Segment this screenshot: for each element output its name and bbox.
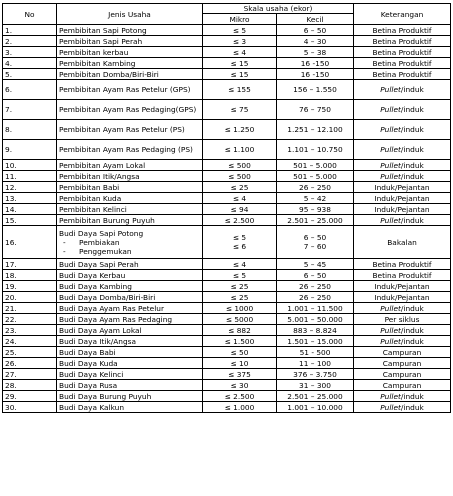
row-jenis: Budi Daya Itik/Angsa: [57, 336, 203, 347]
row-mikro: ≤ 500: [203, 171, 277, 182]
row-jenis: Budi Daya Babi: [57, 347, 203, 358]
row-no: 12.: [3, 182, 57, 193]
table-row: [3, 336, 451, 347]
row-kecil: 6 – 50 7 – 60: [277, 226, 354, 259]
table-row: [3, 140, 451, 160]
row-keterangan: Pullet/induk: [354, 140, 451, 160]
row-keterangan: Bakalan: [354, 226, 451, 259]
row-jenis: [57, 226, 203, 259]
row-mikro: ≤ 94: [203, 204, 277, 215]
row-kecil: 5 – 38: [277, 47, 354, 58]
row-no: 2.: [3, 36, 57, 47]
row-keterangan: Pullet/induk: [354, 402, 451, 413]
row-mikro: ≤ 1.500: [203, 336, 277, 347]
row-no: 17.: [3, 259, 57, 270]
row-kecil: 5 – 42: [277, 193, 354, 204]
row-keterangan: Pullet/induk: [354, 391, 451, 402]
row-keterangan: Per siklus: [354, 314, 451, 325]
row-mikro: ≤ 1.100: [203, 140, 277, 160]
row-jenis: Budi Daya Burung Puyuh: [57, 391, 203, 402]
row-jenis: Pembibitan Kuda: [57, 193, 203, 204]
table-row: [3, 281, 451, 292]
row-kecil: 2.501 – 25.000: [277, 215, 354, 226]
table-row: [3, 100, 451, 120]
row-jenis: Budi Daya Rusa: [57, 380, 203, 391]
row-kecil: 156 – 1.550: [277, 80, 354, 100]
row-keterangan: Pullet/induk: [354, 80, 451, 100]
row-keterangan: Betina Produktif: [354, 36, 451, 47]
row-jenis: Pembibitan Sapi Potong: [57, 25, 203, 36]
row-kecil: 6 – 50: [277, 25, 354, 36]
row-no: 20.: [3, 292, 57, 303]
row-keterangan: Betina Produktif: [354, 69, 451, 80]
row-mikro: ≤ 25: [203, 281, 277, 292]
row-kecil: 6 – 50: [277, 270, 354, 281]
row-mikro: ≤ 1.000: [203, 402, 277, 413]
row-no: 28.: [3, 380, 57, 391]
header-skala-usaha: Skala usaha (ekor): [203, 4, 354, 14]
row-no: 10.: [3, 160, 57, 171]
row-keterangan: Pullet/induk: [354, 303, 451, 314]
header-mikro: Mikro: [203, 14, 277, 25]
table-row: [3, 215, 451, 226]
livestock-scale-table: [2, 3, 451, 413]
row-jenis: Budi Daya Kalkun: [57, 402, 203, 413]
table-row: [3, 120, 451, 140]
row-mikro: ≤ 25: [203, 182, 277, 193]
row-no: 23.: [3, 325, 57, 336]
row-no: 5.: [3, 69, 57, 80]
table-row: [3, 391, 451, 402]
row-keterangan: Campuran: [354, 369, 451, 380]
table-row: [3, 160, 451, 171]
row-no: 3.: [3, 47, 57, 58]
row-keterangan: Induk/Pejantan: [354, 182, 451, 193]
table-row: [3, 358, 451, 369]
table-row: [3, 80, 451, 100]
row-jenis: Pembibitan Kelinci: [57, 204, 203, 215]
table-row: [3, 204, 451, 215]
row-kecil: 5 – 45: [277, 259, 354, 270]
row-keterangan: Campuran: [354, 347, 451, 358]
row-jenis-main: Budi Daya Sapi Potong: [59, 228, 144, 238]
row-mikro: ≤ 15: [203, 69, 277, 80]
row-keterangan: Induk/Pejantan: [354, 193, 451, 204]
row-no: 11.: [3, 171, 57, 182]
row-jenis: Budi Daya Domba/Biri-Biri: [57, 292, 203, 303]
row-kecil: 501 – 5.000: [277, 160, 354, 171]
table-row: [3, 226, 451, 259]
row-kecil: 5.001 – 50.000: [277, 314, 354, 325]
row-jenis: Pembibitan Domba/Biri-Biri: [57, 69, 203, 80]
row-keterangan: Induk/Pejantan: [354, 292, 451, 303]
row-jenis: Budi Daya Kambing: [57, 281, 203, 292]
row-kecil: 4 – 30: [277, 36, 354, 47]
row-keterangan: Pullet/induk: [354, 336, 451, 347]
row-no: 4.: [3, 58, 57, 69]
row-keterangan: Pullet/induk: [354, 160, 451, 171]
row-keterangan: Betina Produktif: [354, 259, 451, 270]
row-keterangan: Betina Produktif: [354, 47, 451, 58]
row-no: 25.: [3, 347, 57, 358]
row-no: 7.: [3, 100, 57, 120]
row-mikro: ≤ 375: [203, 369, 277, 380]
row-mikro: ≤ 882: [203, 325, 277, 336]
row-kecil: 1.251 – 12.100: [277, 120, 354, 140]
row-no: 27.: [3, 369, 57, 380]
row-jenis: Pembibitan Burung Puyuh: [57, 215, 203, 226]
row-no: 26.: [3, 358, 57, 369]
row-kecil: 883 – 8.824: [277, 325, 354, 336]
table-row: [3, 303, 451, 314]
row-mikro: ≤ 3: [203, 36, 277, 47]
table-row: [3, 171, 451, 182]
row-jenis: Pembibitan Sapi Perah: [57, 36, 203, 47]
row-jenis: Budi Daya Ayam Ras Pedaging: [57, 314, 203, 325]
row-jenis: Pembibitan Ayam Ras Petelur (GPS): [57, 80, 203, 100]
row-no: 13.: [3, 193, 57, 204]
row-mikro: ≤ 50: [203, 347, 277, 358]
row-jenis: Budi Daya Ayam Ras Petelur: [57, 303, 203, 314]
row-kecil: 11 – 100: [277, 358, 354, 369]
table-row: [3, 58, 451, 69]
row-jenis: Budi Daya Kuda: [57, 358, 203, 369]
table-row: [3, 193, 451, 204]
row-jenis: Budi Daya Sapi Perah: [57, 259, 203, 270]
row-mikro: ≤ 1.250: [203, 120, 277, 140]
row-keterangan: Pullet/induk: [354, 325, 451, 336]
row-no: 18.: [3, 270, 57, 281]
table-row: [3, 47, 451, 58]
row-mikro: ≤ 2.500: [203, 215, 277, 226]
table-row: [3, 69, 451, 80]
row-jenis: Budi Daya Ayam Lokal: [57, 325, 203, 336]
row-mikro: ≤ 500: [203, 160, 277, 171]
table-row: [3, 292, 451, 303]
table-row: [3, 402, 451, 413]
row-mikro: ≤ 5: [203, 25, 277, 36]
row-mikro: ≤ 25: [203, 292, 277, 303]
row-kecil: 1.501 – 15.000: [277, 336, 354, 347]
table-row: [3, 182, 451, 193]
row-no: 16.: [3, 226, 57, 259]
row-no: 30.: [3, 402, 57, 413]
row-keterangan: Betina Produktif: [354, 58, 451, 69]
row-keterangan: Campuran: [354, 380, 451, 391]
table-row: [3, 36, 451, 47]
row-no: 6.: [3, 80, 57, 100]
row-jenis: Pembibitan Ayam Ras Pedaging(GPS): [57, 100, 203, 120]
row-jenis: Pembibitan Kambing: [57, 58, 203, 69]
row-jenis: Budi Daya Kerbau: [57, 270, 203, 281]
row-keterangan: Induk/Pejantan: [354, 204, 451, 215]
row-mikro: ≤ 5: [203, 270, 277, 281]
row-keterangan: Campuran: [354, 358, 451, 369]
row-mikro: ≤ 4: [203, 47, 277, 58]
row-jenis: Pembibitan Ayam Ras Petelur (PS): [57, 120, 203, 140]
table-row: [3, 380, 451, 391]
row-kecil: 26 – 250: [277, 292, 354, 303]
row-jenis: Budi Daya Kelinci: [57, 369, 203, 380]
row-mikro: ≤ 1000: [203, 303, 277, 314]
row-kecil: 26 – 250: [277, 182, 354, 193]
row-keterangan: Pullet/induk: [354, 171, 451, 182]
row-jenis: Pembibitan Itik/Angsa: [57, 171, 203, 182]
row-mikro: ≤ 75: [203, 100, 277, 120]
row-jenis-sub-penggemukan: - Penggemukan: [63, 246, 132, 256]
row-kecil: 26 – 250: [277, 281, 354, 292]
row-jenis: Pembibitan Ayam Ras Pedaging (PS): [57, 140, 203, 160]
row-no: 19.: [3, 281, 57, 292]
row-jenis: Pembibitan Babi: [57, 182, 203, 193]
row-keterangan: Betina Produktif: [354, 270, 451, 281]
header-no: No: [3, 4, 57, 25]
table-row: [3, 369, 451, 380]
row-mikro: ≤ 10: [203, 358, 277, 369]
row-mikro: ≤ 30: [203, 380, 277, 391]
row-no: 8.: [3, 120, 57, 140]
header-jenis-usaha: Jenis Usaha: [57, 4, 203, 25]
row-kecil: 31 – 300: [277, 380, 354, 391]
row-kecil: 501 – 5.000: [277, 171, 354, 182]
row-kecil: 16 -150: [277, 58, 354, 69]
table-row: [3, 314, 451, 325]
table-row: [3, 259, 451, 270]
row-keterangan: Pullet/induk: [354, 100, 451, 120]
row-no: 24.: [3, 336, 57, 347]
row-keterangan: Betina Produktif: [354, 25, 451, 36]
row-keterangan: Induk/Pejantan: [354, 281, 451, 292]
row-kecil: 1.001 – 11.500: [277, 303, 354, 314]
header-keterangan: Keterangan: [354, 4, 451, 25]
row-no: 21.: [3, 303, 57, 314]
table-row: [3, 325, 451, 336]
table-row: [3, 270, 451, 281]
row-kecil: 95 – 938: [277, 204, 354, 215]
row-no: 14.: [3, 204, 57, 215]
row-no: 15.: [3, 215, 57, 226]
row-mikro: ≤ 155: [203, 80, 277, 100]
row-no: 1.: [3, 25, 57, 36]
row-jenis: Pembibitan Ayam Lokal: [57, 160, 203, 171]
row-jenis: Pembibitan kerbau: [57, 47, 203, 58]
row-kecil: 51 - 500: [277, 347, 354, 358]
row-no: 22.: [3, 314, 57, 325]
row-jenis-sub-pembiakan: - Pembiakan: [63, 237, 120, 247]
row-mikro: ≤ 4: [203, 259, 277, 270]
table-row: [3, 25, 451, 36]
row-no: 9.: [3, 140, 57, 160]
row-keterangan: Pullet/induk: [354, 120, 451, 140]
row-keterangan: Pullet/induk: [354, 215, 451, 226]
table-row: [3, 347, 451, 358]
row-kecil: 1.001 – 10.000: [277, 402, 354, 413]
row-kecil: 16 -150: [277, 69, 354, 80]
row-mikro: ≤ 15: [203, 58, 277, 69]
row-mikro: ≤ 2.500: [203, 391, 277, 402]
header-kecil: Kecil: [277, 14, 354, 25]
row-mikro: ≤ 5000: [203, 314, 277, 325]
row-kecil: 76 – 750: [277, 100, 354, 120]
row-kecil: 1.101 – 10.750: [277, 140, 354, 160]
row-no: 29.: [3, 391, 57, 402]
row-mikro: ≤ 5 ≤ 6: [203, 226, 277, 259]
row-mikro: ≤ 4: [203, 193, 277, 204]
row-kecil: 2.501 – 25.000: [277, 391, 354, 402]
row-kecil: 376 – 3.750: [277, 369, 354, 380]
